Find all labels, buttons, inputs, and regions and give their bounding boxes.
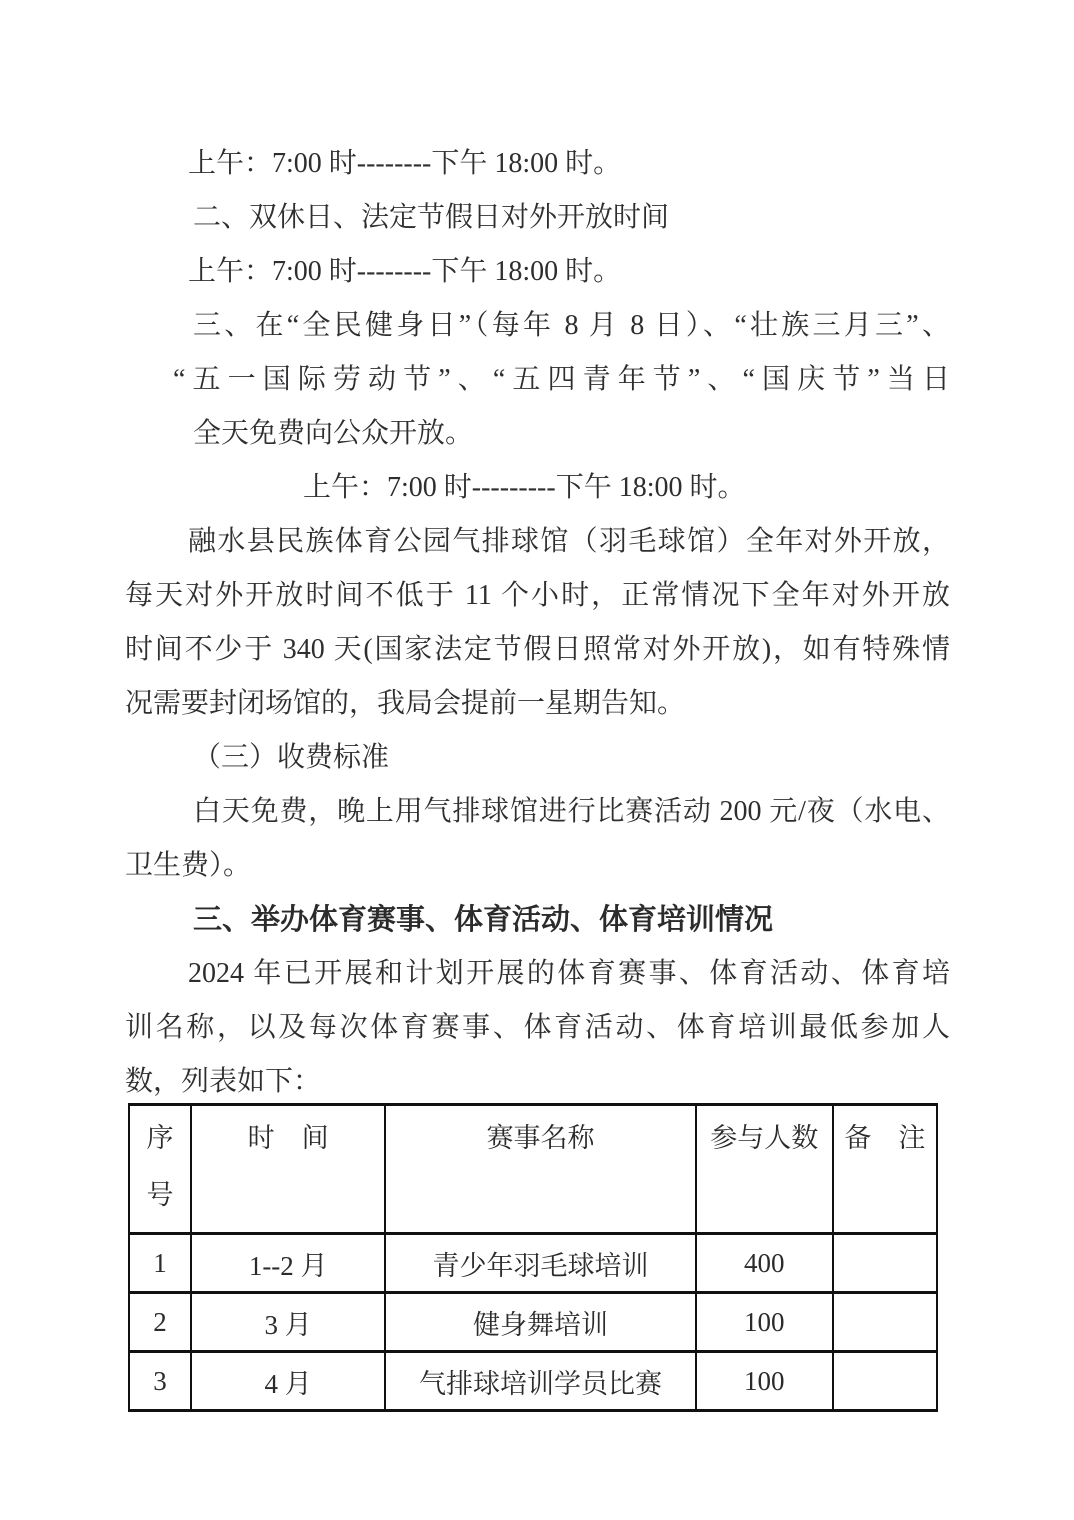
cell-remark [833, 1352, 937, 1411]
section-heading-events: 三、举办体育赛事、体育活动、体育培训情况 [193, 904, 774, 936]
header-cell-time: 时 间 [191, 1105, 385, 1234]
cell-time: 4 月 [191, 1352, 385, 1411]
doc-line-fees-para-1: 白天免费，晚上用气排球馆进行比赛活动 200 元/夜（水电、 [193, 796, 950, 827]
cell-participants: 100 [696, 1352, 833, 1411]
header-cell-event: 赛事名称 [385, 1105, 695, 1234]
doc-line-venue-para-2: 每天对外开放时间不低于 11 个小时，正常情况下全年对外开放 [125, 580, 950, 611]
cell-time: 3 月 [191, 1293, 385, 1352]
header-seq-line1: 序 [146, 1123, 174, 1153]
cell-seq: 3 [129, 1352, 191, 1411]
doc-line-events-intro-2: 训名称，以及每次体育赛事、体育活动、体育培训最低参加人 [125, 1012, 950, 1043]
cell-event: 健身舞培训 [385, 1293, 695, 1352]
doc-line-venue-para-4: 况需要封闭场馆的，我局会提前一星期告知。 [125, 688, 686, 719]
doc-line-fees-subtitle: （三）收费标准 [193, 742, 390, 773]
doc-line-fees-para-2: 卫生费）。 [125, 850, 252, 881]
cell-participants: 100 [696, 1293, 833, 1352]
cell-participants: 400 [696, 1234, 833, 1293]
doc-line-events-intro-3: 数，列表如下： [125, 1066, 322, 1097]
doc-line-opening-hours-weekend: 上午：7:00 时--------下午 18:00 时。 [188, 256, 622, 287]
table-row-1 [129, 1234, 937, 1293]
cell-remark [833, 1234, 937, 1293]
document-body [125, 137, 950, 1412]
header-seq-line2: 号 [146, 1180, 174, 1210]
events-table [128, 1103, 938, 1412]
cell-event: 气排球培训学员比赛 [385, 1352, 695, 1411]
cell-remark [833, 1293, 937, 1352]
doc-line-free-days-3: 全天免费向公众开放。 [193, 418, 474, 449]
cell-seq: 1 [129, 1234, 191, 1293]
header-cell-remark: 备 注 [833, 1105, 937, 1234]
table-row-3 [129, 1352, 937, 1411]
cell-event: 青少年羽毛球培训 [385, 1234, 695, 1293]
doc-line-opening-hours-free-days: 上午：7:00 时---------下午 18:00 时。 [303, 472, 746, 503]
cell-seq: 2 [129, 1293, 191, 1352]
header-cell-seq [129, 1105, 191, 1234]
header-cell-participants: 参与人数 [696, 1105, 833, 1234]
table-header-row [129, 1105, 937, 1234]
doc-line-venue-para-3: 时间不少于 340 天(国家法定节假日照常对外开放)，如有特殊情 [125, 634, 950, 665]
cell-time: 1--2 月 [191, 1234, 385, 1293]
doc-line-free-days-2: “五一国际劳动节”、“五四青年节”、“国庆节”当日 [173, 364, 950, 395]
doc-line-events-intro-1: 2024 年已开展和计划开展的体育赛事、体育活动、体育培 [188, 958, 950, 989]
table-row-2 [129, 1293, 937, 1352]
doc-line-free-days-1: 三、在“全民健身日”（每年 8 月 8 日）、“壮族三月三”、 [193, 310, 950, 341]
doc-line-opening-hours-weekday: 上午：7:00 时--------下午 18:00 时。 [188, 148, 622, 179]
doc-line-venue-para-1: 融水县民族体育公园气排球馆（羽毛球馆）全年对外开放， [188, 526, 950, 557]
doc-line-section-weekend-title: 二、双休日、法定节假日对外开放时间 [193, 202, 670, 233]
